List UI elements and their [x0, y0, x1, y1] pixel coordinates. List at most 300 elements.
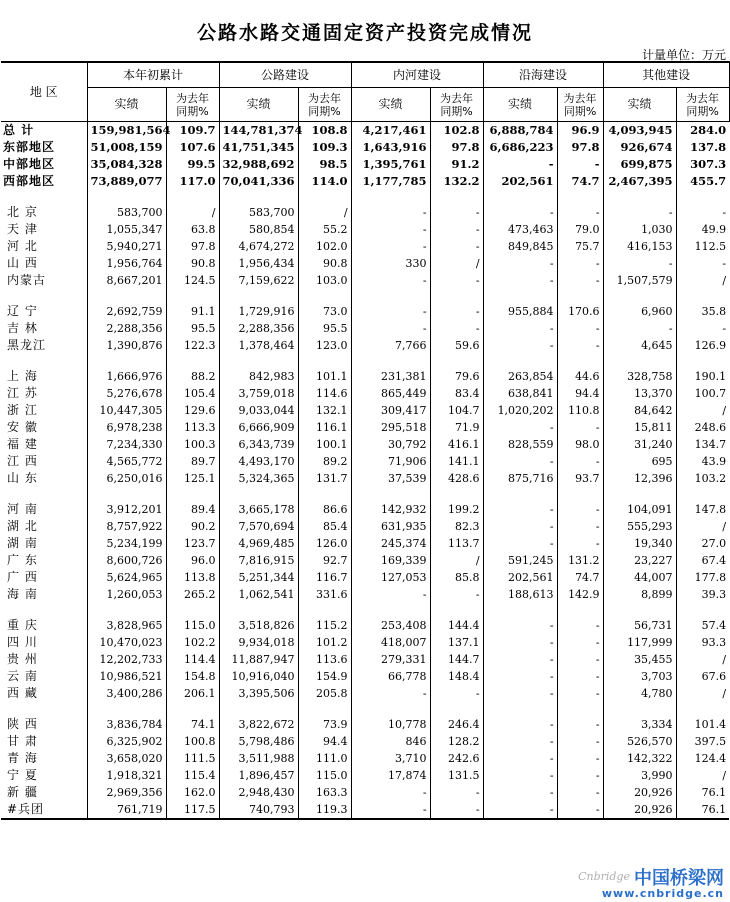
- pct-value: 73.9: [298, 716, 351, 733]
- actual-value: 70,041,336: [219, 173, 298, 190]
- region-name: 内蒙古: [7, 273, 47, 287]
- pct-value: 242.6: [430, 750, 483, 767]
- pct-header-line2: 同期%: [440, 104, 473, 118]
- actual-value: 15,811: [603, 419, 676, 436]
- pct-value: 86.6: [298, 501, 351, 518]
- pct-value: 99.5: [166, 156, 219, 173]
- pct-value: 96.0: [166, 552, 219, 569]
- pct-value: 103.2: [676, 470, 729, 487]
- pct-value: 170.6: [557, 303, 603, 320]
- actual-value: 20,926: [603, 784, 676, 801]
- actual-value: -: [483, 651, 557, 668]
- actual-value: 23,227: [603, 552, 676, 569]
- pct-value: 95.5: [166, 320, 219, 337]
- actual-value: 5,940,271: [87, 238, 166, 255]
- actual-value: -: [483, 750, 557, 767]
- pct-value: 85.8: [430, 569, 483, 586]
- investment-table: [1, 61, 730, 820]
- actual-value: 6,960: [603, 303, 676, 320]
- region-name: 湖 北: [7, 519, 38, 533]
- actual-value: 4,780: [603, 685, 676, 702]
- table-row: [1, 385, 729, 402]
- pct-value: 116.1: [298, 419, 351, 436]
- actual-value: 842,983: [219, 368, 298, 385]
- actual-value: -: [483, 320, 557, 337]
- pct-value: 126.0: [298, 535, 351, 552]
- actual-header: 实绩: [483, 88, 557, 122]
- actual-value: 2,692,759: [87, 303, 166, 320]
- actual-value: 1,918,321: [87, 767, 166, 784]
- pct-value: 91.1: [166, 303, 219, 320]
- pct-value: 131.5: [430, 767, 483, 784]
- actual-value: 6,250,016: [87, 470, 166, 487]
- region-name: 总 计: [1, 122, 87, 140]
- actual-value: 330: [351, 255, 430, 272]
- actual-value: 17,874: [351, 767, 430, 784]
- actual-value: 4,493,170: [219, 453, 298, 470]
- pct-value: -: [676, 320, 729, 337]
- table-body: [1, 122, 729, 820]
- actual-value: 20,926: [603, 801, 676, 819]
- actual-value: -: [483, 685, 557, 702]
- table-row: [1, 255, 729, 272]
- table-row: [1, 272, 729, 289]
- pct-value: 97.8: [430, 139, 483, 156]
- actual-value: 2,467,395: [603, 173, 676, 190]
- actual-value: 2,948,430: [219, 784, 298, 801]
- table-row: [1, 320, 729, 337]
- actual-value: 328,758: [603, 368, 676, 385]
- pct-header-line1: 为去年: [686, 91, 720, 105]
- actual-value: 4,565,772: [87, 453, 166, 470]
- actual-value: 473,463: [483, 221, 557, 238]
- pct-value: 331.6: [298, 586, 351, 603]
- pct-value: 115.0: [166, 617, 219, 634]
- pct-value: -: [430, 320, 483, 337]
- actual-value: -: [351, 685, 430, 702]
- pct-header: [676, 88, 729, 122]
- watermark-url: www.cnbridge.cn: [601, 887, 724, 900]
- pct-value: 114.0: [298, 173, 351, 190]
- pct-value: 59.6: [430, 337, 483, 354]
- pct-value: 132.2: [430, 173, 483, 190]
- actual-value: 10,447,305: [87, 402, 166, 419]
- actual-value: -: [483, 535, 557, 552]
- actual-value: 117,999: [603, 634, 676, 651]
- pct-value: 416.1: [430, 436, 483, 453]
- actual-value: 7,816,915: [219, 552, 298, 569]
- pct-value: -: [557, 419, 603, 436]
- table-row: [1, 784, 729, 801]
- table-row: [1, 552, 729, 569]
- pct-value: /: [676, 767, 729, 784]
- region-name: 浙 江: [7, 403, 38, 417]
- actual-value: 3,400,286: [87, 685, 166, 702]
- actual-value: 2,288,356: [219, 320, 298, 337]
- pct-value: 39.3: [676, 586, 729, 603]
- actual-value: 295,518: [351, 419, 430, 436]
- pct-value: -: [430, 272, 483, 289]
- actual-value: 3,665,178: [219, 501, 298, 518]
- pct-value: 90.8: [298, 255, 351, 272]
- pct-value: 79.6: [430, 368, 483, 385]
- watermark-brand: Cnbridge: [578, 870, 630, 883]
- pct-value: 74.7: [557, 173, 603, 190]
- table-row: [1, 453, 729, 470]
- actual-value: 555,293: [603, 518, 676, 535]
- table-row: [1, 535, 729, 552]
- pct-value: 94.4: [298, 733, 351, 750]
- pct-value: 122.3: [166, 337, 219, 354]
- region-name: 湖 南: [7, 536, 38, 550]
- actual-value: 846: [351, 733, 430, 750]
- actual-value: 10,986,521: [87, 668, 166, 685]
- pct-value: 91.2: [430, 156, 483, 173]
- table-row: [1, 586, 729, 603]
- region-name: 青 海: [7, 751, 38, 765]
- page-title: 公路水路交通固定资产投资完成情况: [196, 22, 533, 44]
- table-row: [1, 238, 729, 255]
- pct-value: 97.8: [166, 238, 219, 255]
- pct-value: 112.5: [676, 238, 729, 255]
- actual-value: -: [483, 784, 557, 801]
- pct-value: -: [557, 784, 603, 801]
- actual-value: 6,666,909: [219, 419, 298, 436]
- actual-value: 7,766: [351, 337, 430, 354]
- actual-value: -: [483, 337, 557, 354]
- table-row: [1, 501, 729, 518]
- actual-value: 3,395,506: [219, 685, 298, 702]
- pct-value: -: [430, 303, 483, 320]
- actual-value: -: [351, 303, 430, 320]
- actual-value: 253,408: [351, 617, 430, 634]
- region-name: 河 北: [7, 239, 38, 253]
- pct-value: 206.1: [166, 685, 219, 702]
- group-header-inland: 内河建设: [351, 62, 483, 88]
- actual-value: -: [603, 320, 676, 337]
- pct-value: 190.1: [676, 368, 729, 385]
- area-header: 地 区: [1, 62, 87, 122]
- pct-value: -: [676, 255, 729, 272]
- pct-value: 100.3: [166, 436, 219, 453]
- actual-value: 10,470,023: [87, 634, 166, 651]
- pct-value: 105.4: [166, 385, 219, 402]
- pct-value: 148.4: [430, 668, 483, 685]
- table-row: [1, 716, 729, 733]
- region-name: 中部地区: [3, 157, 56, 171]
- actual-value: 84,642: [603, 402, 676, 419]
- pct-value: 101.4: [676, 716, 729, 733]
- pct-value: 154.8: [166, 668, 219, 685]
- pct-value: 100.8: [166, 733, 219, 750]
- actual-value: 1,896,457: [219, 767, 298, 784]
- pct-value: 144.4: [430, 617, 483, 634]
- pct-value: 74.1: [166, 716, 219, 733]
- pct-value: 71.9: [430, 419, 483, 436]
- unit-label: 计量单位：万元: [641, 48, 726, 62]
- pct-header-line2: 同期%: [176, 104, 209, 118]
- actual-value: 3,710: [351, 750, 430, 767]
- region-name: 山 东: [7, 471, 38, 485]
- pct-value: 27.0: [676, 535, 729, 552]
- pct-value: 137.8: [676, 139, 729, 156]
- pct-value: -: [430, 801, 483, 819]
- table-row: [1, 767, 729, 784]
- actual-value: -: [483, 634, 557, 651]
- pct-value: 93.7: [557, 470, 603, 487]
- summary-row: [1, 156, 729, 173]
- region-name: 西部地区: [3, 174, 56, 188]
- pct-value: 114.4: [166, 651, 219, 668]
- pct-value: 89.2: [298, 453, 351, 470]
- actual-value: -: [483, 767, 557, 784]
- pct-value: 125.1: [166, 470, 219, 487]
- pct-value: 248.6: [676, 419, 729, 436]
- pct-value: 83.4: [430, 385, 483, 402]
- pct-value: 131.2: [557, 552, 603, 569]
- actual-value: 4,217,461: [351, 122, 430, 140]
- actual-value: 169,339: [351, 552, 430, 569]
- region-name: #兵团: [1, 801, 87, 819]
- actual-value: 4,093,945: [603, 122, 676, 140]
- pct-value: 104.7: [430, 402, 483, 419]
- actual-value: -: [603, 255, 676, 272]
- pct-value: 76.1: [676, 801, 729, 819]
- pct-value: /: [676, 272, 729, 289]
- actual-value: 231,381: [351, 368, 430, 385]
- actual-value: -: [351, 204, 430, 221]
- pct-value: 94.4: [557, 385, 603, 402]
- actual-value: 418,007: [351, 634, 430, 651]
- actual-value: -: [483, 255, 557, 272]
- pct-value: 115.4: [166, 767, 219, 784]
- pct-value: 55.2: [298, 221, 351, 238]
- pct-value: 284.0: [676, 122, 729, 140]
- pct-value: 93.3: [676, 634, 729, 651]
- actual-header: 实绩: [603, 88, 676, 122]
- pct-value: 103.0: [298, 272, 351, 289]
- actual-value: 44,007: [603, 569, 676, 586]
- pct-value: -: [557, 320, 603, 337]
- actual-value: 6,888,784: [483, 122, 557, 140]
- region-name: 新 疆: [7, 785, 38, 799]
- spacer-row: [1, 289, 729, 303]
- actual-value: -: [483, 733, 557, 750]
- pct-value: 90.2: [166, 518, 219, 535]
- actual-value: -: [483, 716, 557, 733]
- pct-value: 199.2: [430, 501, 483, 518]
- actual-value: 6,325,902: [87, 733, 166, 750]
- region-name: 河 南: [7, 502, 38, 516]
- actual-value: 3,518,826: [219, 617, 298, 634]
- pct-value: 265.2: [166, 586, 219, 603]
- pct-value: 116.7: [298, 569, 351, 586]
- pct-value: -: [557, 156, 603, 173]
- group-header-coastal: 沿海建设: [483, 62, 603, 88]
- actual-value: 7,234,330: [87, 436, 166, 453]
- actual-value: 35,084,328: [87, 156, 166, 173]
- pct-value: 128.2: [430, 733, 483, 750]
- pct-value: 96.9: [557, 122, 603, 140]
- actual-value: 159,981,564: [87, 122, 166, 140]
- group-header-highway: 公路建设: [219, 62, 351, 88]
- actual-value: 1,666,976: [87, 368, 166, 385]
- pct-value: 113.6: [298, 651, 351, 668]
- pct-value: -: [557, 204, 603, 221]
- actual-value: 4,969,485: [219, 535, 298, 552]
- actual-value: 5,234,199: [87, 535, 166, 552]
- pct-value: 119.3: [298, 801, 351, 819]
- pct-value: 111.5: [166, 750, 219, 767]
- actual-value: 1,395,761: [351, 156, 430, 173]
- region-name: 云 南: [7, 669, 38, 683]
- pct-value: -: [430, 784, 483, 801]
- pct-value: -: [676, 204, 729, 221]
- region-name: 广 东: [7, 553, 38, 567]
- summary-row: [1, 122, 729, 140]
- region-name: 黑龙江: [7, 338, 47, 352]
- actual-value: 202,561: [483, 173, 557, 190]
- spacer-row: [1, 190, 729, 204]
- actual-value: 526,570: [603, 733, 676, 750]
- actual-value: 279,331: [351, 651, 430, 668]
- pct-value: 49.9: [676, 221, 729, 238]
- actual-value: 19,340: [603, 535, 676, 552]
- pct-value: 67.6: [676, 668, 729, 685]
- actual-value: 127,053: [351, 569, 430, 586]
- pct-header: [166, 88, 219, 122]
- pct-value: /: [430, 255, 483, 272]
- actual-value: 3,990: [603, 767, 676, 784]
- pct-value: 109.7: [166, 122, 219, 140]
- actual-value: 12,396: [603, 470, 676, 487]
- pct-value: 97.8: [557, 139, 603, 156]
- pct-value: -: [557, 535, 603, 552]
- pct-value: 75.7: [557, 238, 603, 255]
- pct-value: 101.2: [298, 634, 351, 651]
- pct-value: 131.7: [298, 470, 351, 487]
- table-row: [1, 402, 729, 419]
- actual-value: 875,716: [483, 470, 557, 487]
- actual-value: 8,667,201: [87, 272, 166, 289]
- actual-value: 8,899: [603, 586, 676, 603]
- actual-value: -: [351, 238, 430, 255]
- actual-value: 740,793: [219, 801, 298, 819]
- pct-value: 114.6: [298, 385, 351, 402]
- pct-value: 98.5: [298, 156, 351, 173]
- pct-header-line1: 为去年: [176, 91, 209, 105]
- pct-value: 100.7: [676, 385, 729, 402]
- pct-value: 115.2: [298, 617, 351, 634]
- region-name: 辽 宁: [7, 304, 38, 318]
- spacer-row: [1, 354, 729, 368]
- actual-value: 32,988,692: [219, 156, 298, 173]
- pct-value: 154.9: [298, 668, 351, 685]
- actual-value: 6,686,223: [483, 139, 557, 156]
- pct-value: /: [676, 685, 729, 702]
- actual-value: 1,062,541: [219, 586, 298, 603]
- actual-value: -: [351, 272, 430, 289]
- summary-row: [1, 173, 729, 190]
- table-row: [1, 337, 729, 354]
- pct-value: -: [557, 801, 603, 819]
- actual-value: 13,370: [603, 385, 676, 402]
- pct-value: -: [557, 651, 603, 668]
- pct-value: 113.7: [430, 535, 483, 552]
- actual-value: -: [483, 272, 557, 289]
- pct-value: -: [557, 255, 603, 272]
- pct-value: -: [557, 518, 603, 535]
- pct-value: 98.0: [557, 436, 603, 453]
- region-name: 广 西: [7, 570, 38, 584]
- actual-value: 6,978,238: [87, 419, 166, 436]
- pct-value: 124.4: [676, 750, 729, 767]
- pct-value: 177.8: [676, 569, 729, 586]
- region-name: 江 西: [7, 454, 38, 468]
- pct-value: /: [430, 552, 483, 569]
- actual-value: 1,055,347: [87, 221, 166, 238]
- actual-value: 66,778: [351, 668, 430, 685]
- region-name: 北 京: [7, 205, 38, 219]
- actual-value: 583,700: [87, 204, 166, 221]
- actual-value: -: [483, 801, 557, 819]
- region-name: 江 苏: [7, 386, 38, 400]
- pct-value: 117.5: [166, 801, 219, 819]
- actual-value: 188,613: [483, 586, 557, 603]
- pct-value: -: [557, 750, 603, 767]
- actual-value: 761,719: [87, 801, 166, 819]
- pct-value: 85.4: [298, 518, 351, 535]
- region-name: 东部地区: [3, 140, 56, 154]
- actual-value: -: [483, 501, 557, 518]
- pct-value: -: [557, 453, 603, 470]
- pct-value: 134.7: [676, 436, 729, 453]
- actual-value: 41,751,345: [219, 139, 298, 156]
- actual-value: -: [351, 801, 430, 819]
- pct-value: -: [557, 716, 603, 733]
- pct-value: 307.3: [676, 156, 729, 173]
- spacer-row: [1, 702, 729, 716]
- table-row: [1, 750, 729, 767]
- pct-value: /: [676, 402, 729, 419]
- actual-value: 631,935: [351, 518, 430, 535]
- pct-value: 89.7: [166, 453, 219, 470]
- actual-value: 142,322: [603, 750, 676, 767]
- pct-value: -: [557, 501, 603, 518]
- actual-value: 1,956,764: [87, 255, 166, 272]
- actual-value: 3,658,020: [87, 750, 166, 767]
- pct-header-line2: 同期%: [308, 104, 341, 118]
- pct-value: 107.6: [166, 139, 219, 156]
- pct-value: /: [166, 204, 219, 221]
- actual-value: 1,643,916: [351, 139, 430, 156]
- actual-value: 71,906: [351, 453, 430, 470]
- table-row: [1, 617, 729, 634]
- actual-value: 3,912,201: [87, 501, 166, 518]
- actual-value: 11,887,947: [219, 651, 298, 668]
- pct-header: [557, 88, 603, 122]
- spacer-row: [1, 487, 729, 501]
- pct-value: 82.3: [430, 518, 483, 535]
- pct-value: 88.2: [166, 368, 219, 385]
- pct-value: /: [676, 518, 729, 535]
- pct-value: 90.8: [166, 255, 219, 272]
- actual-value: 7,570,694: [219, 518, 298, 535]
- pct-value: -: [557, 337, 603, 354]
- region-name: 贵 州: [7, 652, 38, 666]
- pct-value: /: [676, 651, 729, 668]
- pct-value: 67.4: [676, 552, 729, 569]
